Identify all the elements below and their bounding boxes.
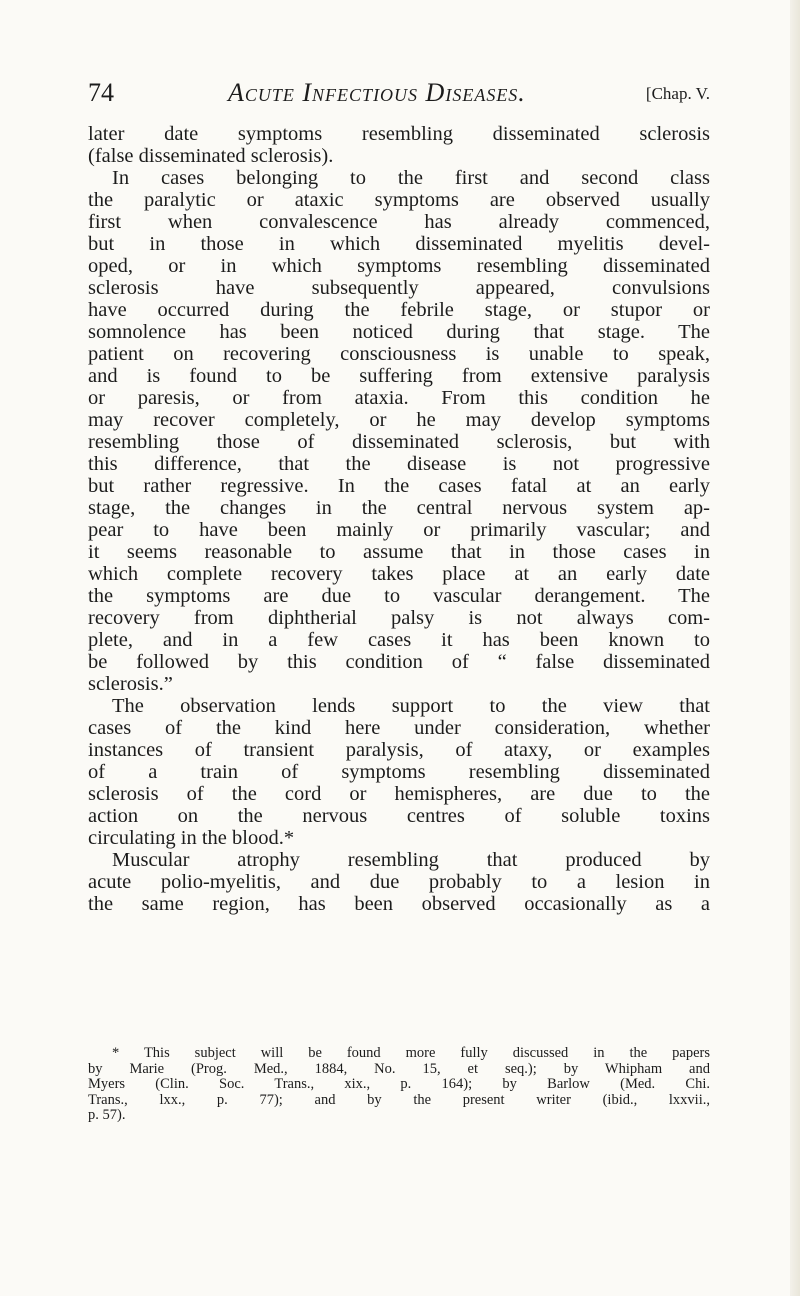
text-line: it seems reasonable to assume that in those cases in bbox=[88, 541, 710, 563]
text-line: recovery from diphtherial palsy is not always com- bbox=[88, 607, 710, 629]
text-line: Muscular atrophy resembling that produced by bbox=[112, 849, 710, 871]
text-line: resembling those of disseminated sclerosis, but with bbox=[88, 431, 710, 453]
chapter-label: [Chap. V. bbox=[645, 84, 710, 103]
text-line: be followed by this condition of “ false disseminated bbox=[88, 651, 710, 673]
text-line: this difference, that the disease is not progressive bbox=[88, 453, 710, 475]
text-line: sclerosis.” bbox=[88, 673, 173, 695]
text-line: may recover completely, or he may develop symptoms bbox=[88, 409, 710, 431]
text-line: In cases belonging to the first and second class bbox=[112, 167, 710, 189]
footnote-line: p. 57). bbox=[88, 1108, 126, 1123]
text-line: instances of transient paralysis, of ataxy, or examples bbox=[88, 739, 710, 761]
text-line: of a train of symptoms resembling disseminated bbox=[88, 761, 710, 783]
text-line: the same region, has been observed occasionally as a bbox=[88, 893, 710, 915]
text-line: or paresis, or from ataxia. From this condition he bbox=[88, 387, 710, 409]
text-line: somnolence has been noticed during that stage. The bbox=[88, 321, 710, 343]
running-head bbox=[88, 78, 710, 110]
text-line: acute polio-myelitis, and due probably to a lesion in bbox=[88, 871, 710, 893]
text-line: pear to have been mainly or primarily vascular; and bbox=[88, 519, 710, 541]
text-line: the paralytic or ataxic symptoms are observed usually bbox=[88, 189, 710, 211]
text-line: cases of the kind here under consideration, whether bbox=[88, 717, 710, 739]
text-line: action on the nervous centres of soluble toxins bbox=[88, 805, 710, 827]
footnote bbox=[88, 1046, 710, 1124]
text-line: circulating in the blood.* bbox=[88, 827, 295, 849]
text-line: later date symptoms resembling disseminated sclerosis bbox=[88, 123, 710, 145]
text-line: but in those in which disseminated myelitis devel- bbox=[88, 233, 710, 255]
text-line: sclerosis have subsequently appeared, convulsions bbox=[88, 277, 710, 299]
text-line: (false disseminated sclerosis). bbox=[88, 145, 334, 167]
text-line: have occurred during the febrile stage, or stupor or bbox=[88, 299, 710, 321]
text-line: first when convalescence has already commenced, bbox=[88, 211, 710, 233]
body-text bbox=[88, 123, 710, 915]
text-line: the symptoms are due to vascular derangement. The bbox=[88, 585, 710, 607]
text-line: which complete recovery takes place at an early date bbox=[88, 563, 710, 585]
page-number: 74 bbox=[88, 78, 114, 107]
text-line: but rather regressive. In the cases fatal at an early bbox=[88, 475, 710, 497]
text-line: sclerosis of the cord or hemispheres, are due to the bbox=[88, 783, 710, 805]
text-line: stage, the changes in the central nervous system ap- bbox=[88, 497, 710, 519]
footnote-line: by Marie (Prog. Med., 1884, No. 15, et seq.); by Whipham and bbox=[88, 1061, 710, 1077]
text-line: patient on recovering consciousness is unable to speak, bbox=[88, 343, 710, 365]
text-line: The observation lends support to the view that bbox=[112, 695, 710, 717]
footnote-line: Trans., lxx., p. 77); and by the present writer (ibid., lxxvii., bbox=[88, 1092, 710, 1108]
footnote-line: Myers (Clin. Soc. Trans., xix., p. 164); by Barlow (Med. Chi. bbox=[88, 1077, 710, 1092]
page-edge bbox=[790, 0, 800, 1296]
text-line: and is found to be suffering from extensive paralysis bbox=[88, 365, 710, 387]
book-title: Acute Infectious Diseases. bbox=[228, 78, 526, 107]
text-line: plete, and in a few cases it has been known to bbox=[88, 629, 710, 651]
text-line: oped, or in which symptoms resembling disseminated bbox=[88, 255, 710, 277]
footnote-line: * This subject will be found more fully discussed in the papers bbox=[112, 1046, 710, 1061]
